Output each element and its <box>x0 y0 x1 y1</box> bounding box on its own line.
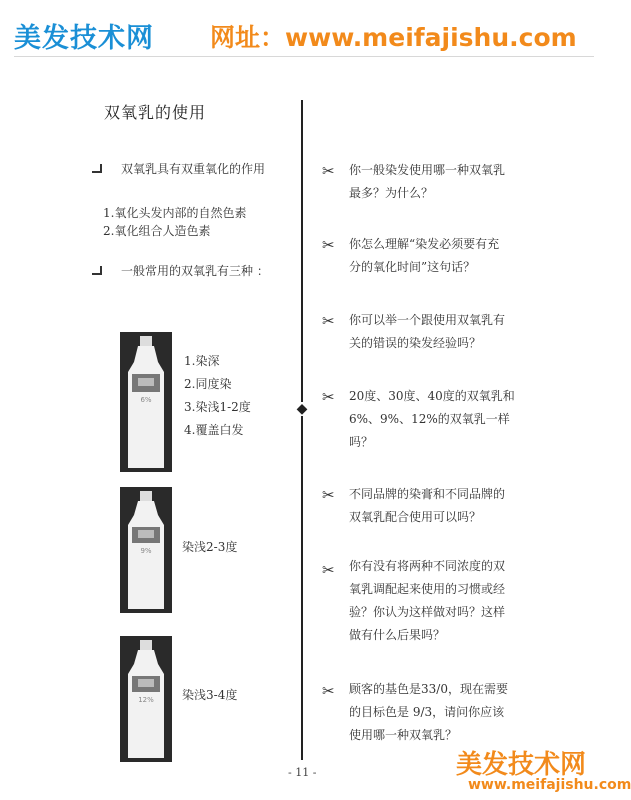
scissors-icon: ✂ <box>322 388 335 406</box>
watermark-bottom-url: www.meifajishu.com <box>468 777 631 793</box>
bottle-use: 2.同度染 <box>184 377 232 391</box>
question-item: 20度、30度、40度的双氧乳和 6%、9%、12%的双氧乳一样 吗？ <box>349 389 515 449</box>
question-item: 你有没有将两种不同浓度的双 氧乳调配起来使用的习惯或经 验？你认为这样做对吗？这样 做有什么后果吗？ <box>349 559 506 642</box>
list-item: 1.氧化头发内部的自然色素 <box>103 206 247 220</box>
bottle-use: 染浅3-4度 <box>182 688 238 702</box>
scissors-icon: ✂ <box>322 561 335 579</box>
column-divider <box>301 100 303 760</box>
diamond-ornament-icon: ◆ <box>296 401 308 417</box>
question-item: 顾客的基色是33/0，现在需要 的目标色是 9/3，请问你应该 使用哪一种双氧乳？ <box>349 682 508 742</box>
question-item: 你一般染发使用哪一种双氧乳 最多？为什么？ <box>349 163 506 200</box>
scissors-icon: ✂ <box>322 162 335 180</box>
question-item: 你怎么理解“染发必须要有充 分的氧化时间”这句话？ <box>349 237 500 274</box>
bottle-use: 3.染浅1-2度 <box>184 400 251 414</box>
bottle-label: 9% <box>140 547 152 555</box>
bottle-use: 4.覆盖白发 <box>184 423 244 437</box>
page-title: 双氧乳的使用 <box>104 103 207 122</box>
header-rule <box>14 56 594 57</box>
bottle-label: 12% <box>138 696 154 704</box>
point-types: 一般常用的双氧乳有三种 ： <box>121 264 269 278</box>
corner-bullet-icon <box>92 266 102 275</box>
list-item: 2.氧化组合人造色素 <box>103 224 211 238</box>
scissors-icon: ✂ <box>322 682 335 700</box>
question-item: 你可以举一个跟使用双氧乳有 关的错误的染发经验吗？ <box>349 313 506 350</box>
corner-bullet-icon <box>92 164 102 173</box>
watermark-bottom-brand: 美发技术网 <box>456 750 587 780</box>
scissors-icon: ✂ <box>322 236 335 254</box>
bottle-use: 1.染深 <box>184 354 220 368</box>
developer-bottle-12-icon <box>120 636 172 762</box>
bottle-label: 6% <box>140 396 152 404</box>
developer-bottle-6-icon <box>120 332 172 472</box>
watermark-site: 网址：www.meifajishu.com <box>210 23 577 52</box>
question-item: 不同品牌的染膏和不同品牌的 双氧乳配合使用可以吗？ <box>349 487 506 524</box>
scissors-icon: ✂ <box>322 312 335 330</box>
bottle-use: 染浅2-3度 <box>182 540 238 554</box>
developer-bottle-9-icon <box>120 487 172 613</box>
watermark-brand: 美发技术网 <box>14 23 154 54</box>
page-number: - 11 - <box>288 766 317 779</box>
point-oxidation: 双氧乳具有双重氧化的作用 <box>121 162 266 176</box>
scissors-icon: ✂ <box>322 486 335 504</box>
